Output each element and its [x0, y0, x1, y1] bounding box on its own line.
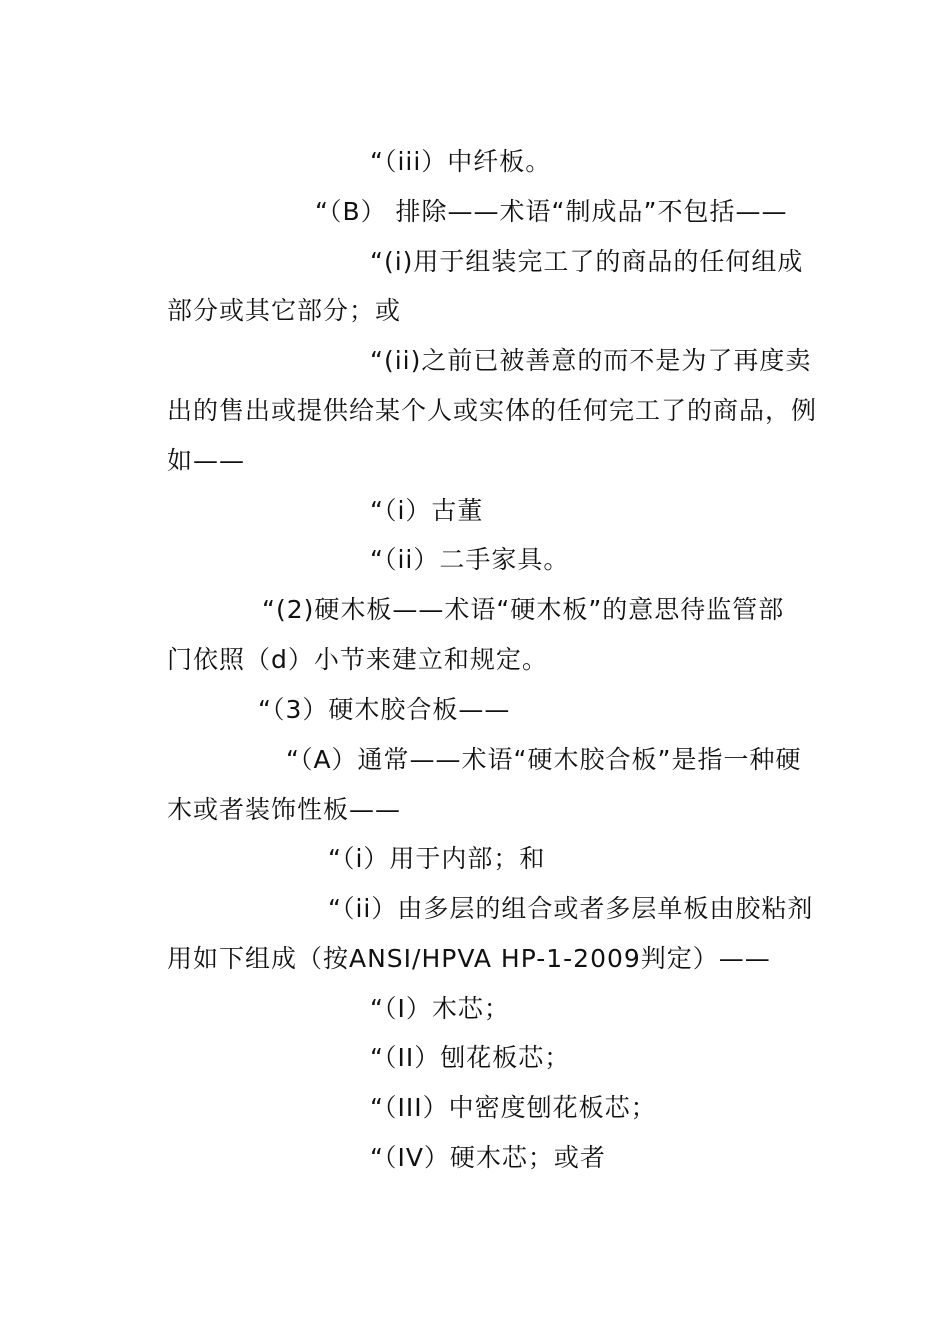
text-line: 木或者装饰性板——: [167, 795, 402, 824]
text-line: “（iii）中纤板。: [370, 147, 552, 176]
text-line: “（ii）二手家具。: [370, 545, 570, 574]
text-line: “(i)用于组装完工了的商品的任何组成: [370, 247, 804, 276]
text-line: “(ii)之前已被善意的而不是为了再度卖: [370, 346, 812, 375]
text-line: 门依照（d）小节来建立和规定。: [167, 645, 548, 674]
text-line: “(2)硬木板——术语“硬木板”的意思待监管部: [262, 595, 785, 624]
text-line: “（i）古董: [370, 496, 484, 525]
text-line: “（i）用于内部；和: [328, 844, 546, 873]
text-line: “（3）硬木胶合板——: [258, 695, 511, 724]
text-line: “（A）通常——术语“硬木胶合板”是指一种硬: [286, 745, 802, 774]
text-line: 出的售出或提供给某个人或实体的任何完工了的商品，例: [167, 396, 818, 425]
text-line: “（B） 排除——术语“制成品”不包括——: [315, 197, 788, 226]
text-line: “（III）中密度刨花板芯；: [370, 1093, 657, 1122]
text-line: “（I）木芯；: [370, 994, 510, 1023]
text-line: 用如下组成（按ANSI/HPVA HP-1-2009判定）——: [167, 944, 771, 973]
text-line: “（II）刨花板芯；: [370, 1043, 571, 1072]
text-line: “（ii）由多层的组合或者多层单板由胶粘剂: [328, 894, 814, 923]
text-line: 部分或其它部分；或: [167, 296, 402, 325]
text-line: 如——: [167, 446, 246, 475]
text-line: “（IV）硬木芯；或者: [370, 1143, 606, 1172]
